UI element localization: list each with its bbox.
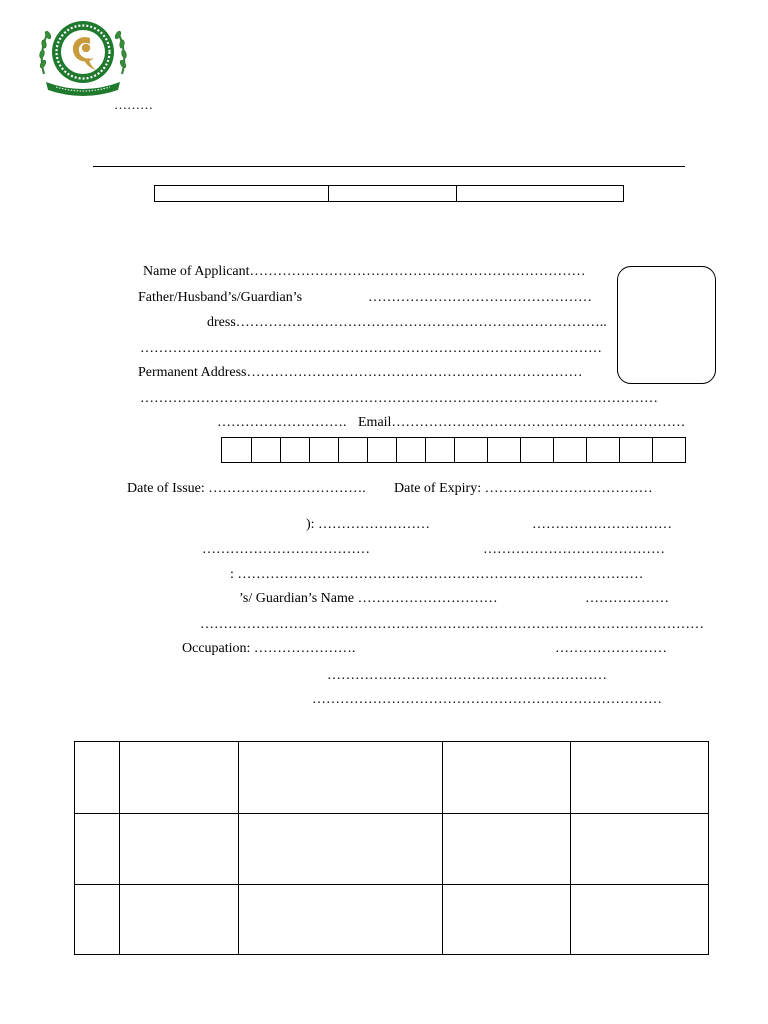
row2-left-field[interactable]: ……………………………… <box>202 542 370 557</box>
organization-logo-icon <box>34 14 132 96</box>
blank-line-1[interactable]: ……………………………………………………………………………………… <box>140 341 602 356</box>
table-row <box>75 814 709 885</box>
row1-left-field[interactable]: ): …………………… <box>306 517 431 532</box>
cnic-box[interactable] <box>281 437 310 463</box>
cnic-box[interactable] <box>620 437 653 463</box>
table-cell[interactable] <box>239 742 443 814</box>
row4-field[interactable]: …………………………………………………… <box>327 668 607 683</box>
table-cell[interactable] <box>75 742 120 814</box>
table-cell[interactable] <box>571 814 709 885</box>
table-cell[interactable] <box>443 742 571 814</box>
cnic-box[interactable] <box>488 437 521 463</box>
cnic-box[interactable] <box>222 437 252 463</box>
table-cell[interactable] <box>571 742 709 814</box>
cnic-box[interactable] <box>455 437 488 463</box>
table-cell[interactable] <box>120 885 239 955</box>
blank-line-3[interactable]: ……………………………………………………………………………………………… <box>200 617 704 632</box>
table-cell[interactable] <box>443 885 571 955</box>
header-divider <box>93 166 685 167</box>
table-cell[interactable] <box>120 742 239 814</box>
email-prefix-field[interactable]: ………………………. <box>217 415 347 430</box>
row5-field[interactable]: ………………………………………………………………… <box>312 692 662 707</box>
top-field-box-2[interactable] <box>328 185 457 202</box>
table-cell[interactable] <box>75 885 120 955</box>
row1-right-field[interactable]: ………………………… <box>532 517 672 532</box>
table-row <box>75 742 709 814</box>
row3-field[interactable]: : …………………………………………………………………………… <box>230 567 644 582</box>
father-guardian-label: Father/Husband’s/Guardian’s <box>138 290 303 305</box>
date-of-expiry-field[interactable]: Date of Expiry: ……………………………… <box>394 481 653 496</box>
table-cell[interactable] <box>443 814 571 885</box>
occupation-field[interactable]: Occupation: …………………. <box>182 641 356 656</box>
cnic-box[interactable] <box>521 437 554 463</box>
guardian-right-field[interactable]: ……………… <box>585 591 669 606</box>
cnic-digit-boxes[interactable] <box>221 437 686 463</box>
cnic-box[interactable] <box>653 437 686 463</box>
cnic-box[interactable] <box>252 437 281 463</box>
address-field[interactable]: dress…………………………………………………………………….. <box>207 315 607 330</box>
table-cell[interactable] <box>120 814 239 885</box>
photo-box[interactable] <box>617 266 716 384</box>
top-field-box-1[interactable] <box>154 185 329 202</box>
table-row <box>75 885 709 955</box>
guardian-name-field[interactable]: ’s/ Guardian’s Name ………………………… <box>239 591 498 606</box>
top-field-box-3[interactable] <box>456 185 624 202</box>
name-of-applicant-field[interactable]: Name of Applicant……………………………………………………………… <box>143 264 586 279</box>
date-of-issue-field[interactable]: Date of Issue: ……………………………. <box>127 481 366 496</box>
cnic-box[interactable] <box>310 437 339 463</box>
bottom-table <box>74 741 709 955</box>
cnic-box[interactable] <box>339 437 368 463</box>
table-cell[interactable] <box>239 885 443 955</box>
header-dots: ……… <box>114 97 153 112</box>
cnic-box[interactable] <box>426 437 455 463</box>
email-field[interactable]: Email……………………………………………………… <box>358 415 686 430</box>
permanent-address-field[interactable]: Permanent Address……………………………………………………………… <box>138 365 583 380</box>
table-cell[interactable] <box>571 885 709 955</box>
cnic-box[interactable] <box>554 437 587 463</box>
occupation-right-field[interactable]: …………………… <box>555 641 667 656</box>
row2-right-field[interactable]: ………………………………… <box>483 542 665 557</box>
blank-line-2[interactable]: ………………………………………………………………………………………………… <box>140 391 658 406</box>
cnic-box[interactable] <box>587 437 620 463</box>
cnic-box[interactable] <box>397 437 426 463</box>
father-guardian-field[interactable]: ………………………………………… <box>368 290 592 305</box>
cnic-box[interactable] <box>368 437 397 463</box>
table-cell[interactable] <box>75 814 120 885</box>
table-cell[interactable] <box>239 814 443 885</box>
